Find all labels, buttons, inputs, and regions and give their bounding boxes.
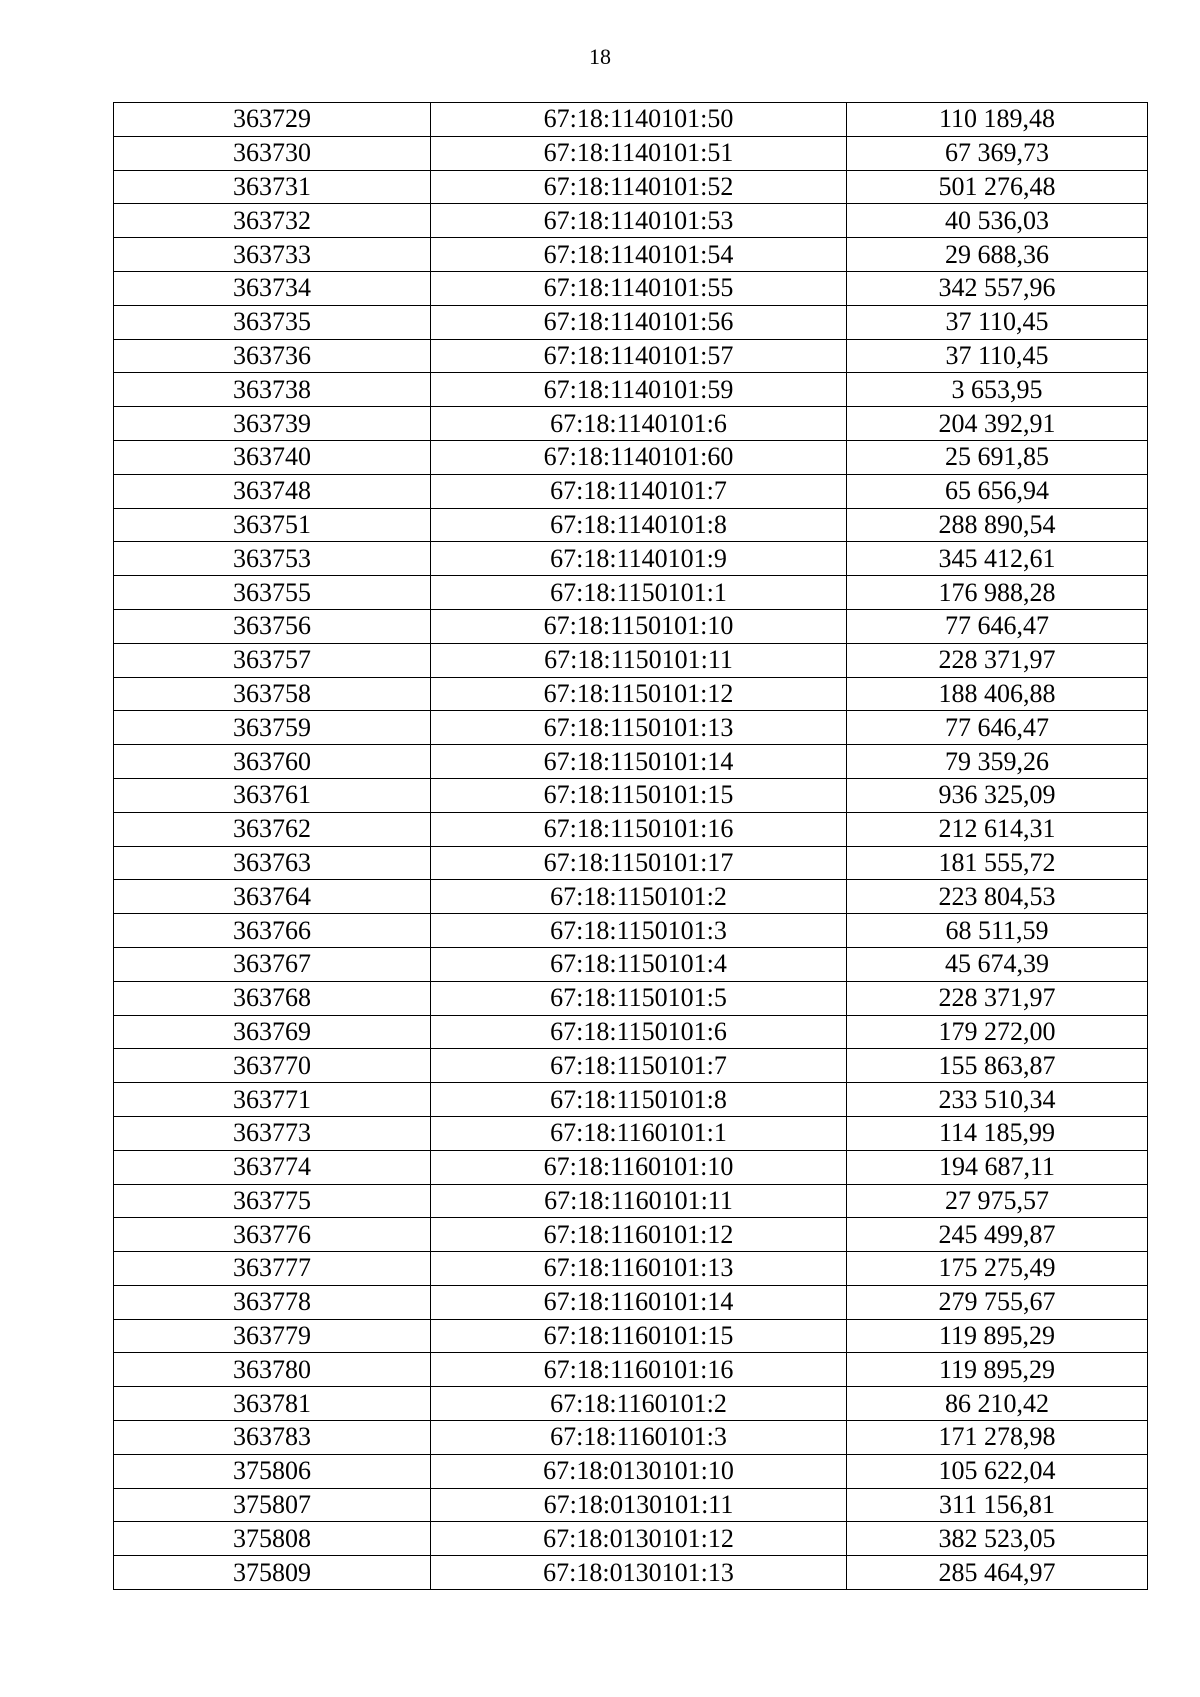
row-id-cell: 363777 [114, 1252, 431, 1286]
cadastral-number-cell: 67:18:1150101:13 [431, 711, 847, 745]
cadastral-number-cell: 67:18:1140101:57 [431, 339, 847, 373]
cadastral-number-cell: 67:18:1150101:14 [431, 745, 847, 779]
table-row [114, 1218, 1148, 1252]
row-id-cell: 363764 [114, 880, 431, 914]
row-id-cell: 363773 [114, 1116, 431, 1150]
cadastral-number-cell: 67:18:0130101:11 [431, 1488, 847, 1522]
cadastral-number-cell: 67:18:1140101:56 [431, 305, 847, 339]
cadastral-number-cell: 67:18:0130101:10 [431, 1454, 847, 1488]
cadastral-number-cell: 67:18:1160101:3 [431, 1421, 847, 1455]
cadastral-number-cell: 67:18:1160101:15 [431, 1319, 847, 1353]
cadastral-number-cell: 67:18:1140101:9 [431, 542, 847, 576]
table-row [114, 677, 1148, 711]
row-id-cell: 363767 [114, 947, 431, 981]
cadastral-number-cell: 67:18:1140101:59 [431, 373, 847, 407]
cadastral-value-cell: 105 622,04 [847, 1454, 1148, 1488]
table-row [114, 981, 1148, 1015]
row-id-cell: 363732 [114, 204, 431, 238]
row-id-cell: 363778 [114, 1285, 431, 1319]
cadastral-value-cell: 179 272,00 [847, 1015, 1148, 1049]
row-id-cell: 375807 [114, 1488, 431, 1522]
cadastral-number-cell: 67:18:1160101:11 [431, 1184, 847, 1218]
cadastral-number-cell: 67:18:0130101:13 [431, 1556, 847, 1590]
table-row [114, 1522, 1148, 1556]
cadastral-number-cell: 67:18:1150101:15 [431, 778, 847, 812]
cadastral-value-cell: 3 653,95 [847, 373, 1148, 407]
cadastral-value-cell: 228 371,97 [847, 981, 1148, 1015]
cadastral-value-cell: 176 988,28 [847, 576, 1148, 610]
cadastral-value-cell: 345 412,61 [847, 542, 1148, 576]
row-id-cell: 375809 [114, 1556, 431, 1590]
row-id-cell: 363770 [114, 1049, 431, 1083]
cadastral-value-cell: 67 369,73 [847, 136, 1148, 170]
cadastral-number-cell: 67:18:1150101:2 [431, 880, 847, 914]
row-id-cell: 363739 [114, 407, 431, 441]
cadastral-number-cell: 67:18:1150101:7 [431, 1049, 847, 1083]
cadastral-value-cell: 110 189,48 [847, 103, 1148, 137]
table-row [114, 339, 1148, 373]
row-id-cell: 363759 [114, 711, 431, 745]
table-row [114, 1319, 1148, 1353]
cadastral-value-cell: 181 555,72 [847, 846, 1148, 880]
table-row [114, 271, 1148, 305]
table-row [114, 373, 1148, 407]
row-id-cell: 363769 [114, 1015, 431, 1049]
table-row [114, 474, 1148, 508]
table-body [114, 103, 1148, 1590]
table-row [114, 1015, 1148, 1049]
row-id-cell: 375808 [114, 1522, 431, 1556]
table-row [114, 508, 1148, 542]
cadastral-number-cell: 67:18:1140101:6 [431, 407, 847, 441]
table-row [114, 103, 1148, 137]
cadastral-value-cell: 45 674,39 [847, 947, 1148, 981]
cadastral-value-cell: 233 510,34 [847, 1083, 1148, 1117]
table-row [114, 576, 1148, 610]
table-row [114, 1083, 1148, 1117]
table-row [114, 1184, 1148, 1218]
table-row [114, 1150, 1148, 1184]
table-row [114, 1387, 1148, 1421]
cadastral-number-cell: 67:18:1160101:12 [431, 1218, 847, 1252]
cadastral-number-cell: 67:18:1140101:7 [431, 474, 847, 508]
table-row [114, 1252, 1148, 1286]
cadastral-value-cell: 285 464,97 [847, 1556, 1148, 1590]
table-row [114, 1285, 1148, 1319]
cadastral-value-cell: 77 646,47 [847, 711, 1148, 745]
table-row [114, 170, 1148, 204]
cadastral-number-cell: 67:18:1160101:10 [431, 1150, 847, 1184]
row-id-cell: 363748 [114, 474, 431, 508]
row-id-cell: 363731 [114, 170, 431, 204]
table-row [114, 1421, 1148, 1455]
cadastral-number-cell: 67:18:1150101:8 [431, 1083, 847, 1117]
table-row [114, 609, 1148, 643]
row-id-cell: 363781 [114, 1387, 431, 1421]
cadastral-value-cell: 175 275,49 [847, 1252, 1148, 1286]
cadastral-value-cell: 114 185,99 [847, 1116, 1148, 1150]
table-row [114, 1488, 1148, 1522]
cadastral-number-cell: 67:18:1140101:51 [431, 136, 847, 170]
cadastral-value-cell: 279 755,67 [847, 1285, 1148, 1319]
row-id-cell: 363766 [114, 914, 431, 948]
cadastral-value-cell: 288 890,54 [847, 508, 1148, 542]
cadastral-number-cell: 67:18:1160101:1 [431, 1116, 847, 1150]
cadastral-value-cell: 204 392,91 [847, 407, 1148, 441]
row-id-cell: 363763 [114, 846, 431, 880]
cadastral-number-cell: 67:18:1160101:16 [431, 1353, 847, 1387]
row-id-cell: 375806 [114, 1454, 431, 1488]
cadastral-value-cell: 342 557,96 [847, 271, 1148, 305]
cadastral-number-cell: 67:18:1140101:55 [431, 271, 847, 305]
row-id-cell: 363758 [114, 677, 431, 711]
row-id-cell: 363780 [114, 1353, 431, 1387]
row-id-cell: 363751 [114, 508, 431, 542]
row-id-cell: 363760 [114, 745, 431, 779]
cadastral-value-cell: 501 276,48 [847, 170, 1148, 204]
row-id-cell: 363771 [114, 1083, 431, 1117]
cadastral-value-cell: 188 406,88 [847, 677, 1148, 711]
row-id-cell: 363783 [114, 1421, 431, 1455]
cadastral-value-cell: 27 975,57 [847, 1184, 1148, 1218]
row-id-cell: 363776 [114, 1218, 431, 1252]
table-row [114, 812, 1148, 846]
cadastral-value-cell: 119 895,29 [847, 1353, 1148, 1387]
table-row [114, 711, 1148, 745]
cadastral-value-cell: 155 863,87 [847, 1049, 1148, 1083]
cadastral-value-cell: 37 110,45 [847, 305, 1148, 339]
cadastral-number-cell: 67:18:1160101:2 [431, 1387, 847, 1421]
cadastral-value-cell: 171 278,98 [847, 1421, 1148, 1455]
table-row [114, 407, 1148, 441]
cadastral-number-cell: 67:18:1140101:52 [431, 170, 847, 204]
row-id-cell: 363734 [114, 271, 431, 305]
cadastral-value-cell: 77 646,47 [847, 609, 1148, 643]
row-id-cell: 363735 [114, 305, 431, 339]
table-row [114, 880, 1148, 914]
table-row [114, 305, 1148, 339]
row-id-cell: 363740 [114, 440, 431, 474]
row-id-cell: 363733 [114, 238, 431, 272]
cadastral-value-cell: 37 110,45 [847, 339, 1148, 373]
row-id-cell: 363762 [114, 812, 431, 846]
cadastral-number-cell: 67:18:1150101:5 [431, 981, 847, 1015]
table-row [114, 947, 1148, 981]
table-row [114, 1049, 1148, 1083]
table-row [114, 542, 1148, 576]
row-id-cell: 363775 [114, 1184, 431, 1218]
cadastral-value-cell: 29 688,36 [847, 238, 1148, 272]
table-row [114, 1454, 1148, 1488]
row-id-cell: 363768 [114, 981, 431, 1015]
cadastral-number-cell: 67:18:1150101:17 [431, 846, 847, 880]
cadastral-value-cell: 119 895,29 [847, 1319, 1148, 1353]
table-row [114, 204, 1148, 238]
cadastral-number-cell: 67:18:1150101:6 [431, 1015, 847, 1049]
cadastral-value-cell: 245 499,87 [847, 1218, 1148, 1252]
cadastral-value-cell: 194 687,11 [847, 1150, 1148, 1184]
cadastral-value-cell: 68 511,59 [847, 914, 1148, 948]
row-id-cell: 363757 [114, 643, 431, 677]
cadastral-value-cell: 311 156,81 [847, 1488, 1148, 1522]
cadastral-number-cell: 67:18:1150101:1 [431, 576, 847, 610]
page-number: 18 [589, 44, 611, 69]
cadastral-number-cell: 67:18:1140101:60 [431, 440, 847, 474]
table-row [114, 1116, 1148, 1150]
cadastral-number-cell: 67:18:1150101:10 [431, 609, 847, 643]
cadastral-number-cell: 67:18:1140101:50 [431, 103, 847, 137]
cadastral-value-cell: 40 536,03 [847, 204, 1148, 238]
cadastral-value-cell: 382 523,05 [847, 1522, 1148, 1556]
table-row [114, 238, 1148, 272]
table-row [114, 1353, 1148, 1387]
cadastral-number-cell: 67:18:1150101:12 [431, 677, 847, 711]
cadastral-value-cell: 936 325,09 [847, 778, 1148, 812]
row-id-cell: 363736 [114, 339, 431, 373]
row-id-cell: 363755 [114, 576, 431, 610]
cadastral-value-table [113, 102, 1148, 1590]
cadastral-value-cell: 86 210,42 [847, 1387, 1148, 1421]
cadastral-number-cell: 67:18:1140101:54 [431, 238, 847, 272]
cadastral-number-cell: 67:18:1150101:3 [431, 914, 847, 948]
row-id-cell: 363730 [114, 136, 431, 170]
table-row [114, 745, 1148, 779]
cadastral-number-cell: 67:18:0130101:12 [431, 1522, 847, 1556]
row-id-cell: 363779 [114, 1319, 431, 1353]
cadastral-number-cell: 67:18:1150101:11 [431, 643, 847, 677]
cadastral-value-cell: 223 804,53 [847, 880, 1148, 914]
table-row [114, 1556, 1148, 1590]
row-id-cell: 363729 [114, 103, 431, 137]
table-row [114, 846, 1148, 880]
cadastral-number-cell: 67:18:1150101:16 [431, 812, 847, 846]
cadastral-value-cell: 65 656,94 [847, 474, 1148, 508]
row-id-cell: 363738 [114, 373, 431, 407]
table-row [114, 136, 1148, 170]
cadastral-number-cell: 67:18:1150101:4 [431, 947, 847, 981]
cadastral-value-cell: 25 691,85 [847, 440, 1148, 474]
row-id-cell: 363761 [114, 778, 431, 812]
cadastral-number-cell: 67:18:1160101:13 [431, 1252, 847, 1286]
row-id-cell: 363756 [114, 609, 431, 643]
cadastral-value-cell: 228 371,97 [847, 643, 1148, 677]
table-row [114, 643, 1148, 677]
row-id-cell: 363753 [114, 542, 431, 576]
cadastral-number-cell: 67:18:1160101:14 [431, 1285, 847, 1319]
row-id-cell: 363774 [114, 1150, 431, 1184]
table-row [114, 914, 1148, 948]
table-row [114, 778, 1148, 812]
cadastral-value-cell: 79 359,26 [847, 745, 1148, 779]
cadastral-number-cell: 67:18:1140101:53 [431, 204, 847, 238]
cadastral-value-cell: 212 614,31 [847, 812, 1148, 846]
cadastral-number-cell: 67:18:1140101:8 [431, 508, 847, 542]
table-row [114, 440, 1148, 474]
